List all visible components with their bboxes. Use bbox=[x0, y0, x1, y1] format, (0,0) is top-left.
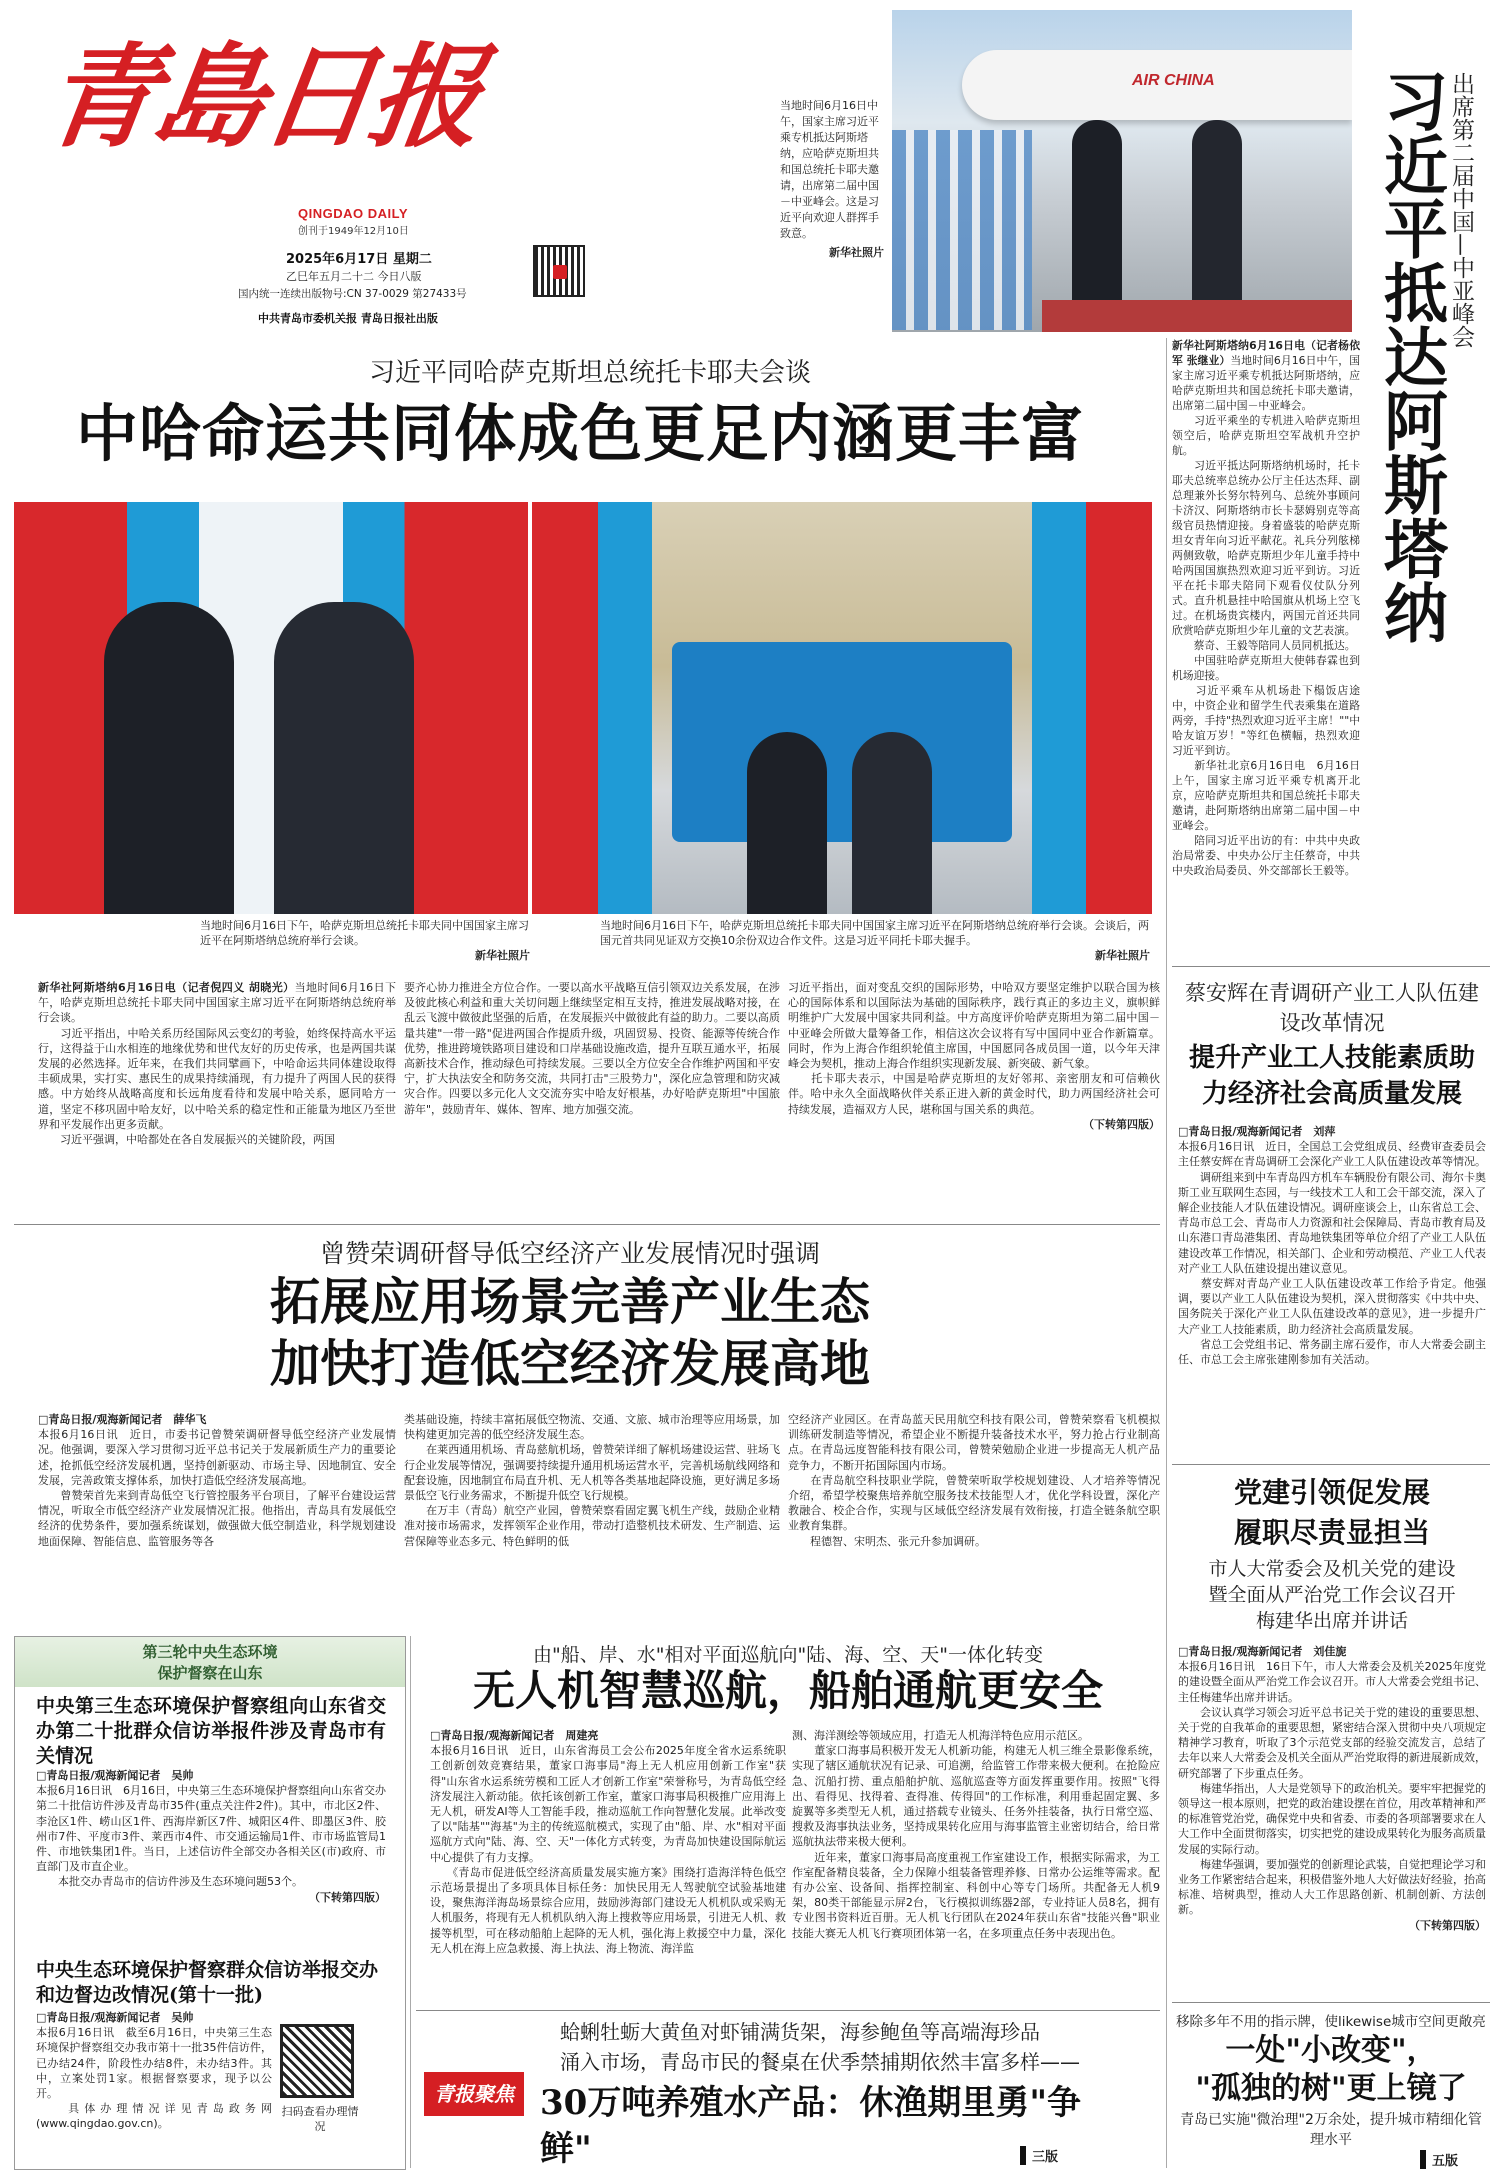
tree-headline-1: 一处"小改变"， bbox=[1225, 2033, 1437, 2068]
figure-leader-1 bbox=[1072, 120, 1122, 310]
zeng-headline-2: 加快打造低空经济发展高地 bbox=[270, 1334, 870, 1393]
top-photo-caption: 当地时间6月16日中午，国家主席习近平乘专机抵达阿斯塔纳，应哈萨克斯坦共和国总统托卡耶夫邀请，出席第二届中国－中亚峰会。这是习近平向欢迎人群挥手致意。 新华社照片 bbox=[780, 99, 884, 259]
masthead-date: 2025年6月17日 星期二 bbox=[286, 252, 432, 267]
food-teaser-page: 三版 bbox=[1020, 2146, 1100, 2165]
mei-body: □青岛日报/观海新闻记者 刘佳旎 本报6月16日讯 16日下午，市人大常委会及机关2025年度党的建设暨全面从严治党工作会议召开。市人大常委会党组书记、主任梅建华出席并讲话。 会议认真学习领会习近平总书记关于党的建设的重要思想、关于党的自我革命的重要思想，紧密结合深入贯彻中央八项规定精神学习教育，听取了3个示范党支部的经验交流发言，总结了去年以来人大常委会及机关全面从严治党取得的新进展新成效，研究部署了下步重点任务。 梅建华指出，人大是党领导下的政治机关。要牢牢把握党的领导这一根本原则，把党的政治建设摆在首位，用改革精神和严的标准管党治党，确保党中央和省委、市委的各项部署要求在人大工作中全面贯彻落实，切实把党的建设成果转化为服务高质量发展的实际行动。 梅建华强调，要加强党的创新理论武装，自觉把理论学习和业务工作紧密结合起来，积极借鉴外地人大好做法好经验，抬高标准、培树典型，推动人大工作思路创新、机制创新、方法创新。 （下转第四版） bbox=[1178, 1645, 1486, 1932]
lead-side-headline: 习近平抵达阿斯塔纳 bbox=[1373, 68, 1448, 644]
red-carpet bbox=[1042, 300, 1352, 332]
inspect2-body: □青岛日报/观海新闻记者 吴帅 本报6月16日讯 截至6月16日，中央第三生态环境保护督察组交办我市第十一批35件信访件，已办结24件，阶段性办结8件，未办结3件。其中，立案处罚1家。根据督察要求，现予以公开。 具体办理情况详见青岛政务网(www.qingdao.gov.cn)。 bbox=[36, 2011, 272, 2131]
cai-body: □青岛日报/观海新闻记者 刘萍 本报6月16日讯 近日，全国总工会党组成员、经费审查委员会主任蔡安辉在青岛调研工会深化产业工人队伍建设改革等情况。 调研组来到中车青岛四方机车车辆股份有限公司、海尔卡奥斯工业互联网生态园，与一线技术工人和工会干部交流，深入了解企业技能人才队伍建设情况。调研座谈会上，山东省总工会、青岛市总工会、青岛市人力资源和社会保障局、青岛市教育局及山东港口青岛港集团、青岛地铁集团等单位介绍了产业工人队伍建设改革工作情况，相关部门、企业和劳动模范、产业工人代表对产业工人队伍建设提出建议意见。 蔡安辉对青岛产业工人队伍建设改革工作给予肯定。他强调，要以产业工人队伍建设为契机，深入贯彻落实《中共中央、国务院关于深化产业工人队伍建设改革的意见》，进一步提升广大产业工人技能素质，助力经济社会高质量发展。 省总工会党组书记、常务副主席石爱作，市人大常委会副主任、市总工会主席张建刚参加有关活动。 bbox=[1178, 1125, 1486, 1367]
masthead-qr bbox=[533, 245, 585, 297]
inspect2-headline: 中央生态环境保护督察群众信访举报交办和边督边改情况(第十一批) bbox=[36, 1959, 379, 2006]
inspect2-qr bbox=[280, 2024, 354, 2098]
drone-col-1: □青岛日报/观海新闻记者 周建亮 本报6月16日讯 近日，山东省海员工会公布2025年度全省水运系统职工创新创效竞赛结果，董家口海事局"海上无人机应用创新工作室"获得"山东省水运系统劳模和工匠人才创新工作室"荣誉称号，为青岛低空经济发展注入新动能。依托该创新工作室，董家口海事局积极推广应用海上无人机，研发AI等人工智能手段，推动巡航工作向智慧化发展。此举改变了以"陆基""海基"为主的传统巡航模式，实现了由"船、岸、水"相对平面巡航方式向"陆、海、空、天"一体化方式转变，为青岛加快建设国际航运中心提供了有力支撑。 《青岛市促进低空经济高质量发展实施方案》围绕打造海洋特色低空示范场景提出了多项具体目标任务：加快民用无人驾驶航空试验基地建设，聚焦海洋海岛场景综合应用，鼓励涉海部门建设无人机机队或采购无人机服务，将现有无人机机队纳入海上搜救等应用场景，引进无人机、救援等机型，可在移动船舶上起降的无人机，强化海上救援空中力量，深化无人机在海上应急救援、海上执法、海上物流、海洋监 bbox=[430, 1729, 786, 1955]
main-photo-2 bbox=[532, 502, 1152, 914]
blue-backdrop bbox=[672, 642, 1012, 842]
figure-left-2 bbox=[747, 732, 827, 914]
main-photo-1 bbox=[14, 502, 528, 914]
main-photo-1-caption: 当地时间6月16日下午，哈萨克斯坦总统托卡耶夫同中国国家主席习近平在阿斯塔纳总统府举行会谈。 新华社照片 bbox=[200, 919, 530, 962]
main-headline: 中哈命运共同体成色更足内涵更丰富 bbox=[75, 397, 1084, 470]
zeng-col-2: 类基础设施，持续丰富拓展低空物流、交通、文旅、城市治理等应用场景，加快构建更加完善的低空经济发展生态。 在莱西通用机场、青岛慈航机场，曾赞荣详细了解机场建设运营、驻场飞行企业发展等情况，强调要持续提升通用机场运营水平，完善机场航线网络和配套设施，因地制宜布局直升机、无人机等各类基地起降设施，更好满足多场景低空飞行业务需求，不断提升低空飞行规模。 在万丰（青岛）航空产业园，曾赞荣察看固定翼飞机生产线，鼓励企业精准对接市场需求，发挥领军企业作用，带动打造整机技术研发、生产制造、运营保障等业态多元、特色鲜明的低 bbox=[404, 1413, 780, 1548]
tree-headline-2: "孤独的树"更上镜了 bbox=[1195, 2071, 1467, 2106]
cai-headline: 提升产业工人技能素质助力经济社会高质量发展 bbox=[1188, 1043, 1475, 1109]
masthead bbox=[28, 8, 588, 328]
divider-food bbox=[416, 2010, 1160, 2011]
mei-headline-1: 党建引领促发展 bbox=[1233, 1476, 1430, 1509]
drone-col-2: 测、海洋测绘等领域应用，打造无人机海洋特色应用示范区。 董家口海事局积极开发无人机新功能，构建无人机三维全景影像系统，实现了辖区通航状况有记录、可追溯，给监管工作带来极大便利。在抢险应急、沉船打捞、重点船舶护航、巡航巡查等方面发挥重要作用。按照"飞得出、看得见、找得着、查得准、传得回"的工作标准，利用垂起固定翼、多旋翼等多类型无人机，通过搭载专业镜头、任务外挂装备，执行日常空巡、搜救及海事执法业务，坚持成果转化应用与海事监管主业密切结合，给日常巡航执法带来极大便利。 近年来，董家口海事局高度重视工作室建设工作，根据实际需求，为工作室配备精良装备，全力保障小组装备管理养修、日常办公运维等需求。配有办公室、设备间、指挥控制室、科创中心等专门场所。共配备无人机9架，80类干部能显示屏2台，飞行模拟训练器2部，专业持证人员8名，拥有专业图书资料近百册。无人机飞行团队在2024年获山东省"技能兴鲁"职业技能大赛无人机飞行赛项团体第一名，在多项重点任务中表现出色。 bbox=[792, 1729, 1160, 1940]
zeng-headline-1: 拓展应用场景完善产业生态 bbox=[270, 1272, 870, 1331]
flag-right bbox=[1032, 502, 1152, 914]
food-teaser-line-1: 蛤蜊牡蛎大黄鱼对虾铺满货架，海参鲍鱼等高端海珍品 bbox=[560, 2020, 1040, 2044]
food-teaser-logo: 青报聚焦 bbox=[424, 2072, 524, 2116]
masthead-logo: 青島日报 bbox=[36, 32, 488, 163]
main-col-2: 要齐心协力推进全方位合作。一要以高水平战略互信引领双边关系发展，在涉及彼此核心利益和重大关切问题上继续坚定相互支持，推进发展战略对接，在乱云飞渡中做彼此坚强的后盾，在发展振兴中做彼此有益的助力。二要以高质量共建"一带一路"促进两国合作提质升级，巩固贸易、投资、能源等传统合作优势，推进跨境铁路项目建设和口岸基础设施改造，提升互联互通水平，拓展高新技术合作，推动绿色可持续发展。三要以全方位安全合作维护两国和平安宁，扩大执法安全和防务交流，共同打击"三股势力"，深化应急管理和防灾减灾合作。四要以多元化人文交流夯实中哈友好根基，办好哈萨克斯坦"中国旅游年"，鼓励青年、媒体、智库、地方加强交流。 bbox=[404, 981, 780, 1116]
inspect1-body: □青岛日报/观海新闻记者 吴帅 本报6月16日讯 6月16日，中央第三生态环境保护督察组向山东省交办第二十批信访件涉及青岛市35件(重点关注件2件)。其中，市北区2件、李沧区1件、崂山区1件、西海岸新区7件、城阳区4件、即墨区3件、胶州市7件、平度市3件、莱西市4件、市交通运输局1件、市市场监管局1件、市地铁集团1件。当日，上述信访件全部交办各相关区(市)政府、市直部门及市直企业。 本批交办青岛市的信访件涉及生态环境问题53个。 （下转第四版） bbox=[36, 1769, 386, 1904]
mei-sub-1: 市人大常委会及机关党的建设 bbox=[1208, 1558, 1456, 1580]
lead-side-kicker: 出席第二届中国—中亚峰会 bbox=[1448, 72, 1474, 348]
inspect1-headline: 中央第三生态环境保护督察组向山东省交办第二十批群众信访举报件涉及青岛市有关情况 bbox=[36, 1695, 386, 1767]
zeng-col-3: 空经济产业园区。在青岛蓝天民用航空科技有限公司，曾赞荣察看飞机模拟训练研发制造等情况，希望企业不断提升装备技术水平，努力抢占行业制高点。在青岛远度智能科技有限公司，曾赞荣勉励企业进一步提高无人机产品竞争力，不断开拓国际国内市场。 在青岛航空科技职业学院，曾赞荣听取学校规划建设、人才培养等情况介绍，希望学校聚焦培养航空服务技术技能型人才，优化学科设置，深化产教融合、校企合作，实现与区域低空经济发展有效衔接，打造全链条航空职业教育集群。 程德智、宋明杰、张元升参加调研。 bbox=[788, 1413, 1160, 1548]
top-photo-credit: 新华社照片 bbox=[829, 246, 884, 259]
main-col-3: 习近平指出，面对变乱交织的国际形势，中哈双方要坚定维护以联合国为核心的国际体系和以国际法为基础的国际秩序，践行真正的多边主义，旗帜鲜明维护广大发展中国家共同利益。中方高度评价哈萨克斯坦为第二届中国－中亚峰会所做大量筹备工作，相信这次会议将有写中国同中亚合作新篇章。同时，作为上海合作组织轮值主席国，中国愿同各成员国一道，以今年天津峰会为契机，推动上海合作组织实现新发展、新突破、新气象。 托卡耶夫表示，中国是哈萨克斯坦的友好邻邦、亲密朋友和可信赖伙伴。哈中永久全面战略伙伴关系正进入新的黄金时代，助力两国经济社会可持续发展，造福双方人民，堪称国与国关系的典范。 （下转第四版） bbox=[788, 981, 1160, 1131]
tree-page: 五版 bbox=[1420, 2150, 1490, 2169]
masthead-founded: 创刊于1949年12月10日 bbox=[298, 226, 409, 237]
mei-sub-3: 梅建华出席并讲话 bbox=[1255, 1610, 1408, 1632]
food-teaser-headline: 30万吨养殖水产品：休渔期里勇"争鲜" bbox=[540, 2083, 1082, 2169]
main-col-1: 新华社阿斯塔纳6月16日电（记者倪四义 胡晓光）当地时间6月16日下午，哈萨克斯坦总统托卡耶夫同中国国家主席习近平在阿斯塔纳总统府举行会谈。 习近平指出，中哈关系历经国际风云变幻的考验，始终保持高水平运行，这得益于山水相连的地缘优势和世代友好的历史传承，也是两国共谋发展的必然选择。近年来，在我们共同擘画下，中哈命运共同体建设取得丰硕成果，实打实、惠民生的成果持续涌现，有力提升了两国人民的获得感。中方始终从战略高度和长远角度看待和发展中哈关系，愿同哈方一道，坚定不移巩固中哈友好，以中哈关系的稳定性和正能量为地区乃至世界和平发展作出更多贡献。 习近平强调，中哈都处在各自发展振兴的关键阶段，两国 bbox=[38, 981, 396, 1147]
masthead-pinyin: QINGDAO DAILY bbox=[298, 206, 409, 221]
main-kicker: 习近平同哈萨克斯坦总统托卡耶夫会谈 bbox=[368, 358, 811, 388]
masthead-issn: 国内统一连续出版物号:CN 37-0029 第27433号 bbox=[238, 288, 467, 300]
divider-mei bbox=[1172, 1464, 1490, 1465]
lead-side-story: 新华社阿斯塔纳6月16日电（记者杨依军 张继业）当地时间6月16日中午，国家主席习近平乘专机抵达阿斯塔纳，应哈萨克斯坦共和国总统托卡耶夫邀请，出席第二届中国－中亚峰会。 习近平乘坐的专机进入哈萨克斯坦领空后，哈萨克斯坦空军战机升空护航。 习近平抵达阿斯塔纳机场时，托卡耶夫总统率总统办公厅主任达杰拜、副总理兼外长努尔特列乌、总统外事顾问卡济汉、阿斯塔纳市长卡瑟姆别克等高级官员热情迎接。身着盛装的哈萨克斯坦女青年向习近平献花。礼兵分列舷梯两侧致敬，哈萨克斯坦少年儿童手持中哈两国国旗热烈欢迎习近平到访。习近平在托卡耶夫陪同下观看仪仗队分列式。直升机悬挂中哈国旗从机场上空飞过。在机场贵宾楼内，两国元首还共同欣赏哈萨克斯坦少年儿童的文艺表演。 蔡奇、王毅等陪同人员同机抵达。 中国驻哈萨克斯坦大使韩春霖也到机场迎接。 习近平乘车从机场赴下榻饭店途中，中资企业和留学生代表乘集在道路两旁，手持"热烈欢迎习近平主席！""中哈友谊万岁！"等红色横幅，热烈欢迎习近平到访。 新华社北京6月16日电 6月16日上午，国家主席习近平乘专机离开北京，应哈萨克斯坦共和国总统托卡耶夫邀请，赴阿斯塔纳出席第二届中国－中亚峰会。 陪同习近平出访的有：中共中央政治局常委、中央办公厅主任蔡奇，中共中央政治局委员、外交部部长王毅等。 bbox=[1172, 339, 1360, 877]
airplane-label: AIR CHINA bbox=[1132, 72, 1215, 89]
mei-sub-2: 暨全面从严治党工作会议召开 bbox=[1208, 1584, 1456, 1606]
figure-leader-2 bbox=[1192, 120, 1242, 310]
flag-left bbox=[532, 502, 652, 914]
welcome-crowd bbox=[892, 130, 1032, 330]
masthead-sponsor: 中共青岛市委机关报 青岛日报社出版 bbox=[258, 312, 438, 325]
divider-tree bbox=[1172, 2002, 1490, 2003]
figure-left bbox=[104, 602, 234, 914]
divider-cai bbox=[1172, 966, 1490, 967]
food-teaser-line-2: 涌入市场，青岛市民的餐桌在伏季禁捕期依然丰富多样—— bbox=[560, 2050, 1080, 2074]
inspect2-qr-caption: 扫码查看办理情况 bbox=[281, 2105, 359, 2133]
divider-zeng bbox=[14, 1224, 1160, 1225]
mei-headline-2: 履职尽责显担当 bbox=[1233, 1516, 1430, 1549]
top-photo bbox=[892, 10, 1352, 332]
zeng-col-1: □青岛日报/观海新闻记者 薛华飞 本报6月16日讯 近日，市委书记曾赞荣调研督导低空经济产业发展情况。他强调，要深入学习贯彻习近平总书记关于发展新质生产力的重要论述，抢抓低空经济发展机遇，坚持创新驱动、市场主导、因地制宜、安全发展，完善政策支撑体系，加快打造低空经济发展高地。 曾赞荣首先来到青岛低空飞行管控服务平台项目，了解平台建设运营情况，听取全市低空经济产业发展情况汇报。他指出，青岛具有发展低空经济的优势条件，要加强系统谋划，做强做大低空制造业，科学规划建设地面保障、智能信息、监管服务等各 bbox=[38, 1413, 396, 1548]
tree-sub: 青岛已实施"微治理"2万余处，提升城市精细化管理水平 bbox=[1180, 2112, 1482, 2148]
figure-right-2 bbox=[852, 732, 932, 914]
drone-headline: 无人机智慧巡航，船舶通航更安全 bbox=[472, 1666, 1103, 1715]
separator-right-column bbox=[1166, 338, 1167, 2168]
inspect-banner: 第三轮中央生态环境 保护督察在山东 bbox=[15, 1637, 405, 1687]
main-photo-2-caption: 当地时间6月16日下午，哈萨克斯坦总统托卡耶夫同中国国家主席习近平在阿斯塔纳总统府举行会谈。会谈后，两国元首共同见证双方交换10余份双边合作文件。这是习近平同托卡耶夫握手。 新华社照片 bbox=[600, 919, 1150, 962]
drone-kicker: 由"船、岸、水"相对平面巡航向"陆、海、空、天"一体化转变 bbox=[533, 1644, 1043, 1666]
tree-kicker: 移除多年不用的指示牌，使likewise城市空间更敞亮 bbox=[1176, 2014, 1486, 2030]
figure-right bbox=[274, 602, 414, 914]
separator-inspect bbox=[410, 1636, 411, 2168]
cai-kicker: 蔡安辉在青调研产业工人队伍建设改革情况 bbox=[1185, 981, 1479, 1035]
masthead-lunar: 乙巳年五月二十二 今日八版 bbox=[286, 270, 422, 283]
zeng-kicker: 曾赞荣调研督导低空经济产业发展情况时强调 bbox=[319, 1239, 820, 1268]
